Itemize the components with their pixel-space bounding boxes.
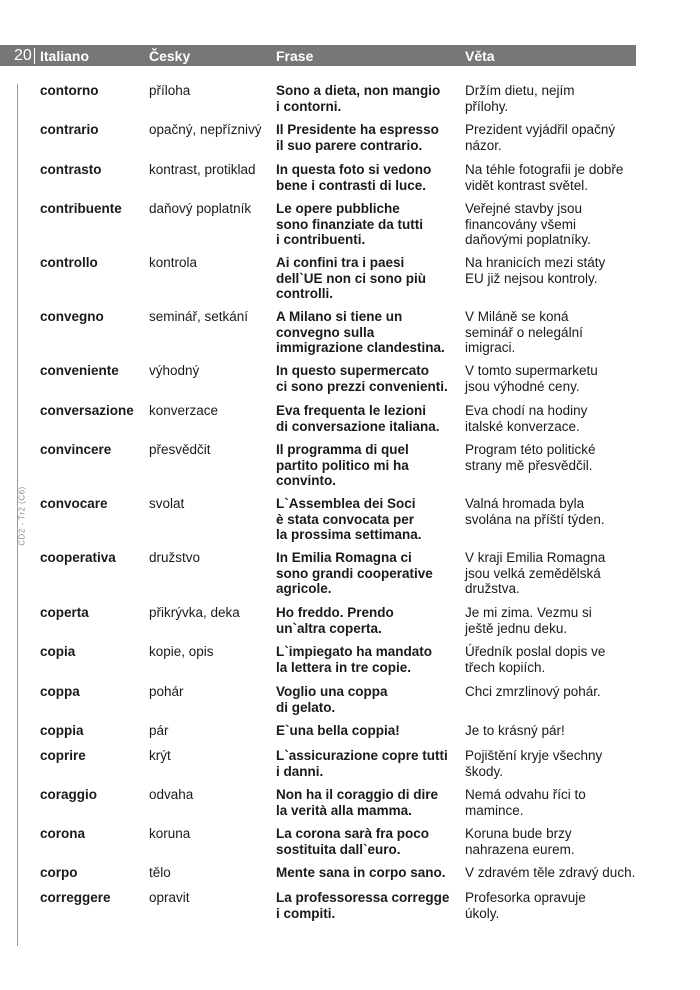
frase-line: i contribuenti. [276,232,366,247]
cesky-translation: kopie, opis [149,644,214,659]
veta-sentence [465,363,637,394]
frase-line: sono grandi cooperative [276,565,433,581]
veta-line: svolána na příští týden. [465,511,605,527]
veta-line: jsou výhodné ceny. [465,378,580,394]
frase-line: Il programma di quel [276,442,409,457]
veta-line: V tomto supermarketu [465,363,598,378]
frase-line: controlli. [276,286,333,301]
veta-line: Program této politické [465,442,596,457]
veta-line: imigraci. [465,340,516,355]
italiano-word: convocare [40,496,108,511]
cesky-translation: koruna [149,826,191,841]
veta-line: třech kopiích. [465,659,546,675]
cesky-translation: kontrola [149,255,198,270]
frase-line: La professoressa corregge [276,890,450,905]
frase-sentence [276,83,462,114]
veta-line: nahrazena eurem. [465,841,575,857]
frase-sentence [276,442,462,489]
frase-line: è stata convocata per [276,511,415,527]
frase-sentence [276,644,462,675]
frase-line: Le opere pubbliche [276,201,400,216]
frase-line: di conversazione italiana. [276,418,440,434]
frase-line: il suo parere contrario. [276,137,423,153]
italiano-word: copia [40,644,76,659]
veta-line: mamince. [465,802,524,818]
italiano-word: correggere [40,890,111,905]
veta-sentence [465,748,637,779]
veta-line: Veřejné stavby jsou [465,201,583,216]
veta-sentence [465,787,637,818]
frase-line: L`assicurazione copre tutti [276,748,448,763]
frase-line: convegno sulla [276,324,375,340]
frase-line: L`impiegato ha mandato [276,644,433,659]
italiano-word: corona [40,826,86,841]
veta-sentence [465,550,637,597]
frase-sentence [276,865,462,881]
veta-sentence [465,826,637,857]
frase-line: un`altra coperta. [276,620,382,636]
veta-line: škody. [465,763,504,779]
italiano-word: contribuente [40,201,122,216]
cesky-translation: výhodný [149,363,200,378]
veta-line: Chci zmrzlinový pohár. [465,684,601,699]
italiano-word: cooperativa [40,550,116,565]
frase-sentence [276,890,462,921]
veta-sentence [465,865,637,881]
veta-line: Pojištění kryje všechny [465,748,603,763]
cesky-translation: seminář, setkání [149,309,249,324]
frase-sentence [276,122,462,153]
frase-line: agricole. [276,581,332,596]
frase-sentence [276,496,462,543]
column-header-bar [0,45,636,66]
italiano-word: contorno [40,83,99,98]
veta-sentence [465,83,637,114]
veta-sentence [465,201,637,248]
cesky-translation: krýt [149,748,171,763]
veta-line: V zdravém těle zdravý duch. [465,865,636,880]
veta-sentence [465,644,637,675]
veta-line: Držím dietu, nejím [465,83,575,98]
cesky-translation: opačný, nepříznivý [149,122,262,137]
veta-line: Nemá odvahu říci to [465,787,586,802]
frase-sentence [276,363,462,394]
veta-line: EU již nejsou kontroly. [465,270,598,286]
frase-line: dell`UE non ci sono più [276,270,426,286]
frase-line: E`una bella coppia! [276,723,400,738]
frase-line: La corona sarà fra poco [276,826,430,841]
frase-line: sostituita dall`euro. [276,841,401,857]
frase-line: In Emilia Romagna ci [276,550,412,565]
italiano-word: conveniente [40,363,119,378]
veta-line: daňovými poplatníky. [465,232,591,247]
frase-line: Il Presidente ha espresso [276,122,439,137]
frase-sentence [276,826,462,857]
frase-line: Sono a dieta, non mangio [276,83,441,98]
veta-line: jsou velká zemědělská [465,565,601,581]
frase-line: la verità alla mamma. [276,802,412,818]
cesky-translation: pohár [149,684,184,699]
frase-line: Eva frequenta le lezioni [276,403,427,418]
frase-line: immigrazione clandestina. [276,340,445,355]
header-italiano: Italiano [40,48,90,64]
frase-line: i contorni. [276,98,342,114]
veta-line: Profesorka opravuje [465,890,586,905]
frase-sentence [276,684,462,715]
veta-line: Je mi zima. Vezmu si [465,605,592,620]
frase-sentence [276,748,462,779]
veta-line: Na téhle fotografii je dobře [465,162,624,177]
veta-sentence [465,255,637,286]
veta-sentence [465,605,637,636]
cesky-translation: pár [149,723,169,738]
cesky-translation: opravit [149,890,190,905]
frase-line: ci sono prezzi convenienti. [276,378,448,394]
header-frase: Frase [276,48,314,64]
frase-line: i compiti. [276,905,336,921]
frase-sentence [276,550,462,597]
page-number-divider [34,48,35,64]
frase-line: partito politico mi ha [276,457,409,473]
frase-line: L`Assemblea dei Soci [276,496,416,511]
veta-line: Koruna bude brzy [465,826,572,841]
veta-line: názor. [465,137,502,153]
frase-line: di gelato. [276,699,336,715]
italiano-word: conversazione [40,403,134,418]
veta-sentence [465,162,637,193]
italiano-word: coraggio [40,787,98,802]
veta-sentence [465,309,637,356]
italiano-word: convegno [40,309,104,324]
italiano-word: controllo [40,255,98,270]
frase-line: A Milano si tiene un [276,309,403,324]
italiano-word: contrario [40,122,99,137]
veta-line: seminář o nelegální [465,324,583,340]
italiano-word: coperta [40,605,89,620]
frase-line: Ai confini tra i paesi [276,255,405,270]
frase-line: bene i contrasti di luce. [276,177,427,193]
italiano-word: contrasto [40,162,102,177]
veta-line: Valná hromada byla [465,496,585,511]
veta-line: italské konverzace. [465,418,580,434]
header-veta: Věta [465,48,495,64]
cesky-translation: tělo [149,865,171,880]
cesky-translation: daňový poplatník [149,201,252,216]
veta-sentence [465,122,637,153]
veta-line: strany mě přesvědčil. [465,457,593,473]
frase-line: Mente sana in corpo sano. [276,865,446,880]
cesky-translation: přesvědčit [149,442,211,457]
frase-line: i danni. [276,763,324,779]
frase-sentence [276,255,462,302]
frase-sentence [276,723,462,739]
frase-sentence [276,201,462,248]
veta-line: úkoly. [465,905,500,921]
veta-line: financovány všemi [465,216,577,232]
veta-line: Eva chodí na hodiny [465,403,588,418]
veta-sentence [465,442,637,473]
veta-sentence [465,890,637,921]
audio-track-label: CD2 - Tr2 (C6) [17,486,27,546]
frase-sentence [276,605,462,636]
frase-line: In questa foto si vedono [276,162,432,177]
veta-sentence [465,684,637,700]
frase-sentence [276,309,462,356]
header-cesky: Česky [149,48,191,64]
italiano-word: corpo [40,865,78,880]
frase-line: In questo supermercato [276,363,430,378]
frase-sentence [276,162,462,193]
page-number: 20 [14,47,32,64]
veta-line: Je to krásný pár! [465,723,565,738]
cesky-translation: příloha [149,83,191,98]
frase-line: la prossima settimana. [276,527,422,542]
veta-line: ještě jednu deku. [465,620,568,636]
cesky-translation: družstvo [149,550,201,565]
frase-sentence [276,787,462,818]
veta-sentence [465,496,637,527]
frase-line: convinto. [276,473,336,488]
frase-line: Voglio una coppa [276,684,388,699]
frase-line: Non ha il coraggio di dire [276,787,439,802]
veta-line: družstva. [465,581,520,596]
veta-line: vidět kontrast světel. [465,177,589,193]
cesky-translation: kontrast, protiklad [149,162,256,177]
italiano-word: coprire [40,748,86,763]
italiano-word: coppia [40,723,84,738]
veta-line: Na hranicích mezi státy [465,255,606,270]
italiano-word: convincere [40,442,112,457]
frase-line: la lettera in tre copie. [276,659,412,675]
frase-line: sono finanziate da tutti [276,216,423,232]
italiano-word: coppa [40,684,80,699]
veta-line: V kraji Emilia Romagna [465,550,606,565]
veta-line: Prezident vyjádřil opačný [465,122,616,137]
veta-sentence [465,403,637,434]
veta-line: V Miláně se koná [465,309,569,324]
cesky-translation: odvaha [149,787,194,802]
veta-line: Úředník poslal dopis ve [465,644,606,659]
cesky-translation: konverzace [149,403,219,418]
veta-sentence [465,723,637,739]
cesky-translation: přikrývka, deka [149,605,240,620]
frase-line: Ho freddo. Prendo [276,605,394,620]
cesky-translation: svolat [149,496,185,511]
frase-sentence [276,403,462,434]
veta-line: přílohy. [465,98,509,114]
